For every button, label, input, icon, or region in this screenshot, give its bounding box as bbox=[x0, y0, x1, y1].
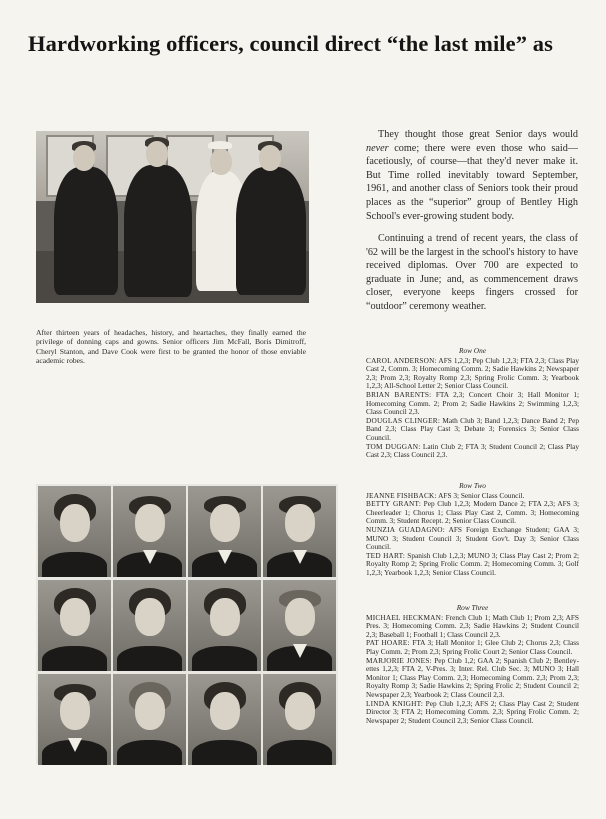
senior-portraits-grid bbox=[36, 484, 338, 764]
photo-caption: After thirteen years of headaches, history, and heartaches, they finally earned the privilege of donning caps and gowns. Senior officers Jim McFall, Boris Dimitroff, Cheryl Stanton, and Dave Cook were first to be granted the honor of those enviable academic robes. bbox=[36, 328, 306, 366]
senior-portrait bbox=[113, 486, 186, 577]
officers-group-photo bbox=[36, 131, 309, 303]
row-heading: Row One bbox=[459, 346, 486, 355]
roster-row-three bbox=[366, 604, 579, 725]
senior-portrait bbox=[38, 580, 111, 671]
roster-entry: NUNZIA GUADAGNO: AFS Foreign Exchange Student; GAA 3; MUNO 3; Student Council 3; Student Gov't. Day 3; Senior Class Council. bbox=[366, 524, 579, 552]
roster-entry: PAT HOARE: FTA 3; Hall Monitor 1; Glee Club 2; Chorus 2,3; Class Play Comm. 2; Prom 2,3; Spring Frolic Court 2; Senior Class Council. bbox=[366, 638, 579, 656]
senior-portrait bbox=[263, 486, 336, 577]
senior-portrait bbox=[113, 674, 186, 765]
senior-portrait bbox=[188, 674, 261, 765]
senior-portrait bbox=[188, 580, 261, 671]
senior-portrait bbox=[188, 486, 261, 577]
roster-entry: TOM DUGGAN: Latin Club 2; FTA 3; Student Council 2; Class Play Cast 2,3; Class Council 2,3. bbox=[366, 441, 579, 460]
senior-portrait bbox=[263, 580, 336, 671]
senior-portrait bbox=[38, 486, 111, 577]
roster-row-one bbox=[366, 347, 579, 460]
roster-entry: BRIAN BARENTS: FTA 2,3; Concert Choir 3; Hall Monitor 1; Homecoming Comm. 2; Prom 2; Sadie Hawkins 2; Swimming 1,2,3; Class Council 2,3. bbox=[366, 389, 580, 417]
roster-row-two bbox=[366, 482, 579, 578]
roster-entry: DOUGLAS CLINGER: Math Club 3; Band 1,2,3; Dance Band 2; Pep Band 2,3; Class Play Cast 3; Debate 3; Forensics 3; Senior Class Council. bbox=[366, 415, 579, 442]
intro-paragraph-1: They thought those great Senior days would never come; there were even those who said—facetiously, of course—that they'd never make it. But Time rolled inevitably toward September, 1961, and another class of Seniors took their proud places as the “superior” group of Bentley High School's ever-growing student body. bbox=[366, 129, 578, 222]
page-headline: Hardworking officers, council direct “the last mile” as bbox=[28, 31, 554, 56]
roster-entry: BETTY GRANT: Pep Club 1,2,3; Modern Dance 2; FTA 2,3; AFS 3; Cheerleader 1; Chorus 1; Class Play Cast 2, Comm. 3; Homecoming Comm. 3; Student Recept. 2; Senior Class Council. bbox=[366, 499, 579, 526]
row-heading: Row Three bbox=[456, 603, 489, 612]
roster-entry: TED HART: Spanish Club 1,2,3; MUNO 3; Class Play Cast 2; Prom 2; Royalty Romp 2; Spring Frolic Comm. 2; Homecoming Comm. 3; Golf 1,2,3; Yearbook 1,2,3; Senior Class Council. bbox=[366, 550, 579, 577]
roster-entry: CAROL ANDERSON: AFS 1,2,3; Pep Club 1,2,3; FTA 2,3; Class Play Cast 2, Comm. 3; Homecoming Comm. 2; Sadie Hawkins 2; Newspaper 2,3; Prom 2,3; Royalty Romp 2,3; Spring Frolic Comm. 3; Yearbook 1,2,3; All-School Letter 2; Senior Class Council. bbox=[366, 355, 579, 391]
senior-portrait bbox=[263, 674, 336, 765]
roster-entry: MICHAEL HECKMAN: French Club 1; Math Club 1; Prom 2,3; AFS Pres. 3; Homecoming Comm. 2,3; Sadie Hawkins 2; Student Council 2,3; Baseball 1; Football 1; Class Council 2,3. bbox=[366, 612, 579, 639]
row-heading: Row Two bbox=[459, 481, 486, 490]
roster-entry: LINDA KNIGHT: Pep Club 1,2,3; AFS 2; Class Play Cast 2; Student Director 3; FTA 2; Homecoming Comm. 2,3; Spring Frolic Comm. 2; Newspaper 2; Student Council 2,3; Senior Class Council. bbox=[366, 698, 579, 725]
roster-entry: JEANNE FISHBACK: AFS 3; Senior Class Council. bbox=[366, 490, 525, 500]
senior-portrait bbox=[38, 674, 111, 765]
roster-entry: MARJORIE JONES: Pep Club 1,2; GAA 2; Spanish Club 2; Bentley-ettes 1,2,3; FTA 2, V-Pres. 3; Inter. Rel. Club Sec. 3; MUNO 3; Hall Monitor 1; Class Play Comm. 2,3; Homecoming Comm. 2,3; Prom 2,3; Royalty Romp 3; Sadie Hawkins 2; Spring Frolic 2; Student Council 2; Newspaper 2,3; Yearbook 2; Class Council 2,3. bbox=[366, 655, 580, 699]
senior-portrait bbox=[113, 580, 186, 671]
intro-paragraph-2: Continuing a trend of recent years, the class of '62 will be the largest in the school's history to have received diplomas. Over 700 are expected to graduate in June; and, as commencement draws closer, everyone keeps fingers crossed for “outdoor” ceremony weather. bbox=[366, 233, 578, 312]
